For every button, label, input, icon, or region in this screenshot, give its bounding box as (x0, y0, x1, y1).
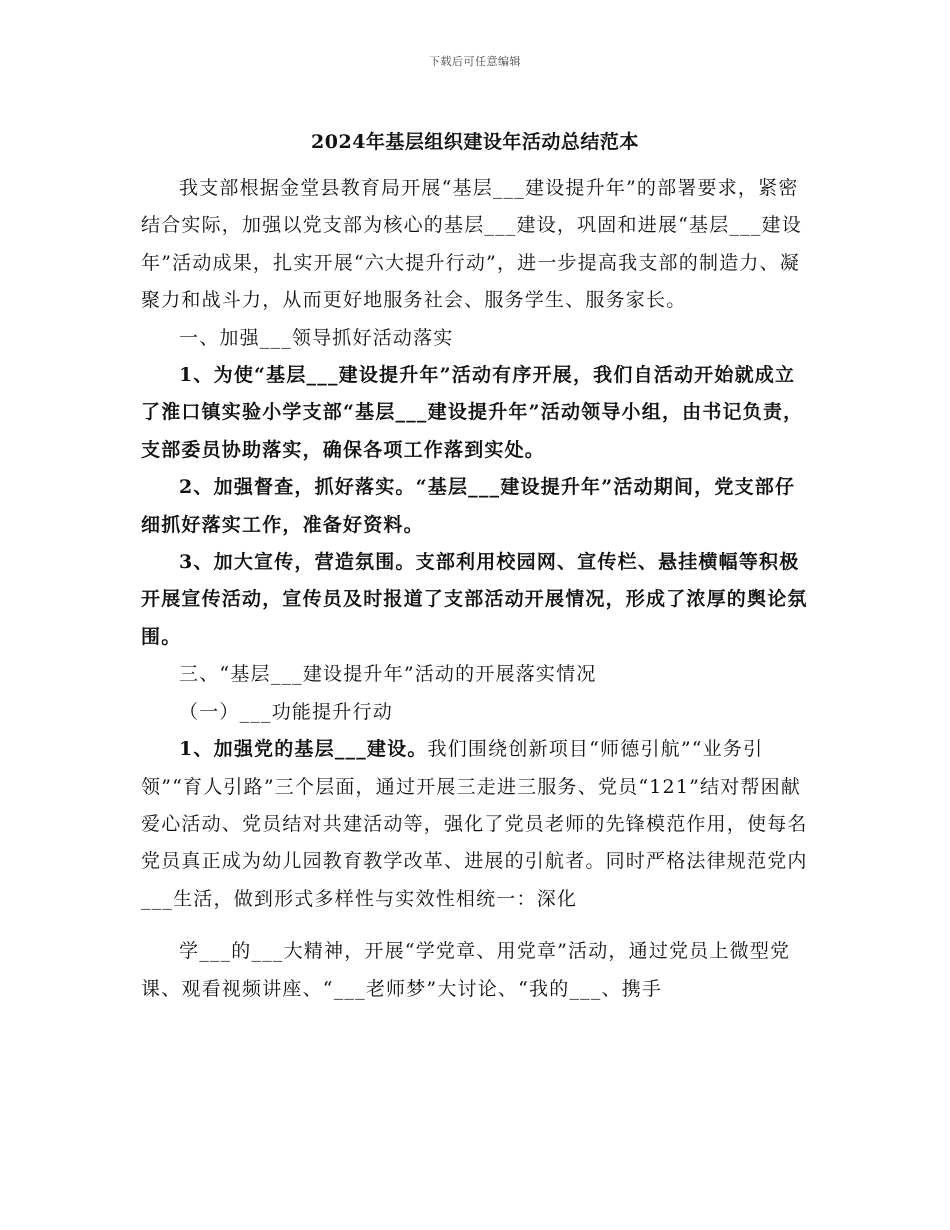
item-paragraph-5: 学___的___大精神，开展“学党章、用党章”活动，通过党员上微型党课、观看视频讲座、“___老师梦”大讨论、“我的___、携手 (141, 940, 791, 1000)
item-paragraph-3: 3、加大宣传，营造氛围。支部利用校园网、宣传栏、悬挂横幅等积极开展宣传活动，宣传员及时报道了支部活动开展情况，形成了浓厚的舆论氛围。 (141, 551, 808, 648)
document-body (141, 170, 811, 1008)
item-paragraph-4-lead: 1、加强党的基层___建设。 (179, 738, 428, 761)
item-paragraph-2: 2、加强督查，抓好落实。“基层___建设提升年”活动期间，党支部仔细抓好落实工作，准备好资料。 (141, 476, 796, 536)
section-heading-3: 三、“基层___建设提升年”活动的开展落实情况 (179, 663, 597, 686)
intro-paragraph: 我支部根据金堂县教育局开展“基层___建设提升年”的部署要求，紧密结合实际，加强以党支部为核心的基层___建设，巩固和进展“基层___建设年”活动成果，扎实开展“六大提升行动”，进一步提高我支部的制造力、凝聚力和战斗力，从而更好地服务社会、服务学生、服务家长。 (141, 177, 802, 312)
item-paragraph-4 (141, 731, 811, 918)
item-paragraph-1: 1、为使“基层___建设提升年”活动有序开展，我们自活动开始就成立了淮口镇实验小学支部“基层___建设提升年”活动领导小组，由书记负责，支部委员协助落实，确保各项工作落到实处。 (141, 364, 804, 461)
document-title: 2024年基层组织建设年活动总结范本 (311, 131, 639, 153)
header-note: 下载后可任意编辑 (429, 55, 521, 68)
section-heading-1: 一、加强___领导抓好活动落实 (179, 326, 454, 349)
item-paragraph-4-rest: 我们围绕创新项目“师德引航”“业务引领”“育人引路”三个层面，通过开展三走进三服务、党员“121”结对帮困献爱心活动、党员结对共建活动等，强化了党员老师的先锋模范作用，使每名党员真正成为幼儿园教育教学改革、进展的引航者。同时严格法律规范党内___生活，做到形式多样性与实效性相统一：深化 (141, 738, 808, 910)
subsection-heading-1: （一）___功能提升行动 (179, 700, 393, 723)
